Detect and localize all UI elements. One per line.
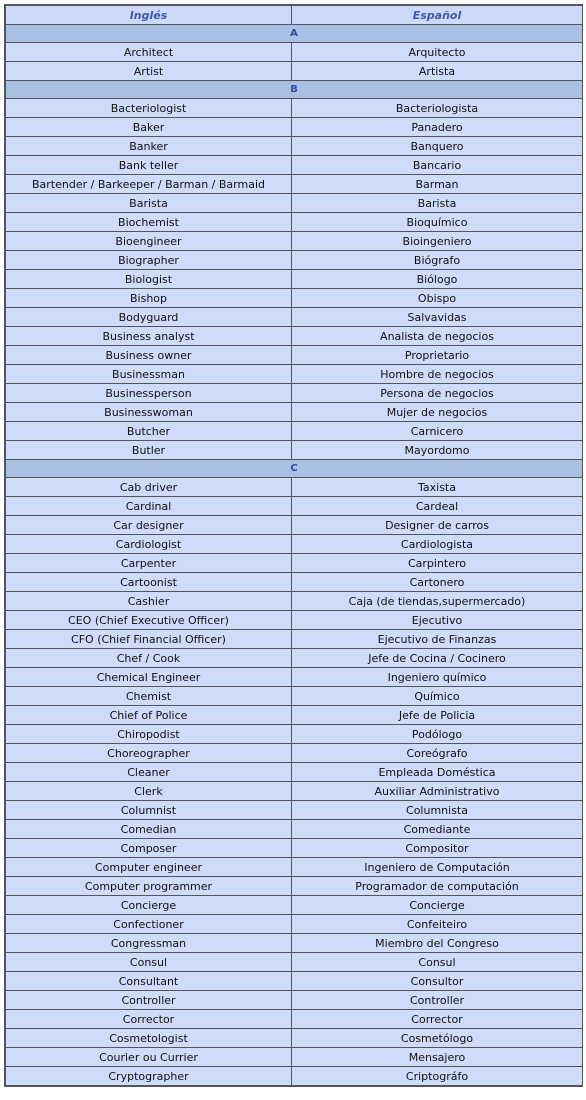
english-term: Cleaner bbox=[6, 763, 292, 782]
spanish-term: Carpintero bbox=[292, 554, 583, 573]
table-row bbox=[6, 251, 583, 270]
spanish-term: Bioingeniero bbox=[292, 232, 583, 251]
spanish-term: Columnista bbox=[292, 801, 583, 820]
english-term: Consultant bbox=[6, 972, 292, 991]
table-row bbox=[6, 1029, 583, 1048]
english-term: Cashier bbox=[6, 592, 292, 611]
spanish-term: Mayordomo bbox=[292, 441, 583, 460]
table-row bbox=[6, 346, 583, 365]
section-letter: B bbox=[6, 81, 583, 99]
spanish-term: Bioquímico bbox=[292, 213, 583, 232]
table-row bbox=[6, 896, 583, 915]
english-term: Businesswoman bbox=[6, 403, 292, 422]
table-row bbox=[6, 232, 583, 251]
table-row bbox=[6, 915, 583, 934]
english-term: Biologist bbox=[6, 270, 292, 289]
spanish-term: Proprietario bbox=[292, 346, 583, 365]
table-row bbox=[6, 137, 583, 156]
table-row bbox=[6, 1048, 583, 1067]
table-row bbox=[6, 497, 583, 516]
english-term: Columnist bbox=[6, 801, 292, 820]
english-term: Clerk bbox=[6, 782, 292, 801]
spanish-term: Auxiliar Administrativo bbox=[292, 782, 583, 801]
table-row bbox=[6, 441, 583, 460]
spanish-term: Hombre de negocios bbox=[292, 365, 583, 384]
spanish-term: Cartonero bbox=[292, 573, 583, 592]
table-row bbox=[6, 991, 583, 1010]
english-term: Business analyst bbox=[6, 327, 292, 346]
english-term: Car designer bbox=[6, 516, 292, 535]
english-term: Butcher bbox=[6, 422, 292, 441]
table-row bbox=[6, 156, 583, 175]
spanish-term: Confeiteiro bbox=[292, 915, 583, 934]
english-term: Chemist bbox=[6, 687, 292, 706]
table-row bbox=[6, 175, 583, 194]
english-term: Cartoonist bbox=[6, 573, 292, 592]
table-row bbox=[6, 687, 583, 706]
spanish-term: Coreógrafo bbox=[292, 744, 583, 763]
spanish-term: Caja (de tiendas,supermercado) bbox=[292, 592, 583, 611]
spanish-term: Jefe de Cocina / Cocinero bbox=[292, 649, 583, 668]
spanish-term: Ingeniero de Computación bbox=[292, 858, 583, 877]
english-term: Cosmetologist bbox=[6, 1029, 292, 1048]
english-term: Banker bbox=[6, 137, 292, 156]
spanish-term: Mujer de negocios bbox=[292, 403, 583, 422]
english-term: CFO (Chief Financial Officer) bbox=[6, 630, 292, 649]
header-row bbox=[6, 6, 583, 25]
table-row bbox=[6, 839, 583, 858]
english-term: Biochemist bbox=[6, 213, 292, 232]
table-row bbox=[6, 289, 583, 308]
spanish-term: Barista bbox=[292, 194, 583, 213]
section-letter: A bbox=[6, 25, 583, 43]
english-term: Chiropodist bbox=[6, 725, 292, 744]
english-term: Concierge bbox=[6, 896, 292, 915]
english-term: Bodyguard bbox=[6, 308, 292, 327]
table-row bbox=[6, 308, 583, 327]
table-body bbox=[6, 25, 583, 1086]
spanish-term: Jefe de Policia bbox=[292, 706, 583, 725]
spanish-term: Compositor bbox=[292, 839, 583, 858]
spanish-term: Arquitecto bbox=[292, 43, 583, 62]
english-term: Bioengineer bbox=[6, 232, 292, 251]
spanish-term: Panadero bbox=[292, 118, 583, 137]
table-row bbox=[6, 725, 583, 744]
english-term: Cardinal bbox=[6, 497, 292, 516]
table-row bbox=[6, 43, 583, 62]
spanish-term: Artista bbox=[292, 62, 583, 81]
english-term: Architect bbox=[6, 43, 292, 62]
english-term: Computer engineer bbox=[6, 858, 292, 877]
table-row bbox=[6, 554, 583, 573]
english-term: Choreographer bbox=[6, 744, 292, 763]
table-row bbox=[6, 801, 583, 820]
table-row bbox=[6, 592, 583, 611]
table-row bbox=[6, 934, 583, 953]
spanish-term: Bacteriologista bbox=[292, 99, 583, 118]
english-term: Biographer bbox=[6, 251, 292, 270]
table-row bbox=[6, 535, 583, 554]
spanish-term: Banquero bbox=[292, 137, 583, 156]
english-term: Businessperson bbox=[6, 384, 292, 403]
table-row bbox=[6, 1010, 583, 1029]
english-term: Bishop bbox=[6, 289, 292, 308]
english-term: Computer programmer bbox=[6, 877, 292, 896]
table-row bbox=[6, 194, 583, 213]
professions-table bbox=[5, 5, 583, 1086]
section-letter: C bbox=[6, 460, 583, 478]
table-row bbox=[6, 877, 583, 896]
spanish-term: Miembro del Congreso bbox=[292, 934, 583, 953]
section-row-c bbox=[6, 460, 583, 478]
spanish-term: Bancario bbox=[292, 156, 583, 175]
english-term: CEO (Chief Executive Officer) bbox=[6, 611, 292, 630]
table-row bbox=[6, 573, 583, 592]
spanish-term: Biógrafo bbox=[292, 251, 583, 270]
spanish-term: Salvavidas bbox=[292, 308, 583, 327]
spanish-term: Ejecutivo bbox=[292, 611, 583, 630]
spanish-term: Consultor bbox=[292, 972, 583, 991]
spanish-term: Mensajero bbox=[292, 1048, 583, 1067]
spanish-term: Carnicero bbox=[292, 422, 583, 441]
table-row bbox=[6, 384, 583, 403]
column-header-english: Inglés bbox=[6, 6, 292, 25]
spanish-term: Ingeniero químico bbox=[292, 668, 583, 687]
english-term: Corrector bbox=[6, 1010, 292, 1029]
table-row bbox=[6, 782, 583, 801]
english-term: Composer bbox=[6, 839, 292, 858]
spanish-term: Podólogo bbox=[292, 725, 583, 744]
spanish-term: Concierge bbox=[292, 896, 583, 915]
spanish-term: Químico bbox=[292, 687, 583, 706]
table-row bbox=[6, 478, 583, 497]
table-row bbox=[6, 744, 583, 763]
spanish-term: Comediante bbox=[292, 820, 583, 839]
table-row bbox=[6, 270, 583, 289]
spanish-term: Controller bbox=[292, 991, 583, 1010]
english-term: Chief of Police bbox=[6, 706, 292, 725]
spanish-term: Ejecutivo de Finanzas bbox=[292, 630, 583, 649]
spanish-term: Biólogo bbox=[292, 270, 583, 289]
english-term: Cardiologist bbox=[6, 535, 292, 554]
english-term: Bartender / Barkeeper / Barman / Barmaid bbox=[6, 175, 292, 194]
english-term: Cab driver bbox=[6, 478, 292, 497]
table-row bbox=[6, 820, 583, 839]
table-row bbox=[6, 516, 583, 535]
table-row bbox=[6, 630, 583, 649]
english-term: Business owner bbox=[6, 346, 292, 365]
table-row bbox=[6, 422, 583, 441]
english-term: Congressman bbox=[6, 934, 292, 953]
table-row bbox=[6, 62, 583, 81]
table-row bbox=[6, 972, 583, 991]
english-term: Confectioner bbox=[6, 915, 292, 934]
english-term: Chemical Engineer bbox=[6, 668, 292, 687]
section-row-a bbox=[6, 25, 583, 43]
table-row bbox=[6, 403, 583, 422]
table-row bbox=[6, 706, 583, 725]
table-row bbox=[6, 213, 583, 232]
table-row bbox=[6, 365, 583, 384]
english-term: Artist bbox=[6, 62, 292, 81]
spanish-term: Cardeal bbox=[292, 497, 583, 516]
table-row bbox=[6, 858, 583, 877]
english-term: Baker bbox=[6, 118, 292, 137]
section-row-b bbox=[6, 81, 583, 99]
spanish-term: Cardiologista bbox=[292, 535, 583, 554]
column-header-spanish: Español bbox=[292, 6, 583, 25]
table-row bbox=[6, 118, 583, 137]
table-row bbox=[6, 649, 583, 668]
english-term: Chef / Cook bbox=[6, 649, 292, 668]
spanish-term: Barman bbox=[292, 175, 583, 194]
table-row bbox=[6, 99, 583, 118]
spanish-term: Taxista bbox=[292, 478, 583, 497]
english-term: Consul bbox=[6, 953, 292, 972]
spanish-term: Empleada Doméstica bbox=[292, 763, 583, 782]
english-term: Carpenter bbox=[6, 554, 292, 573]
spanish-term: Obispo bbox=[292, 289, 583, 308]
english-term: Cryptographer bbox=[6, 1067, 292, 1086]
spanish-term: Analista de negocios bbox=[292, 327, 583, 346]
spanish-term: Cosmetólogo bbox=[292, 1029, 583, 1048]
english-term: Bacteriologist bbox=[6, 99, 292, 118]
english-term: Controller bbox=[6, 991, 292, 1010]
english-term: Comedian bbox=[6, 820, 292, 839]
spanish-term: Persona de negocios bbox=[292, 384, 583, 403]
professions-table-container bbox=[4, 4, 583, 1087]
english-term: Businessman bbox=[6, 365, 292, 384]
spanish-term: Corrector bbox=[292, 1010, 583, 1029]
english-term: Bank teller bbox=[6, 156, 292, 175]
table-row bbox=[6, 668, 583, 687]
table-row bbox=[6, 611, 583, 630]
english-term: Courier ou Currier bbox=[6, 1048, 292, 1067]
table-row bbox=[6, 1067, 583, 1086]
spanish-term: Consul bbox=[292, 953, 583, 972]
table-row bbox=[6, 327, 583, 346]
spanish-term: Designer de carros bbox=[292, 516, 583, 535]
english-term: Barista bbox=[6, 194, 292, 213]
table-row bbox=[6, 763, 583, 782]
english-term: Butler bbox=[6, 441, 292, 460]
spanish-term: Programador de computación bbox=[292, 877, 583, 896]
table-row bbox=[6, 953, 583, 972]
spanish-term: Criptográfo bbox=[292, 1067, 583, 1086]
